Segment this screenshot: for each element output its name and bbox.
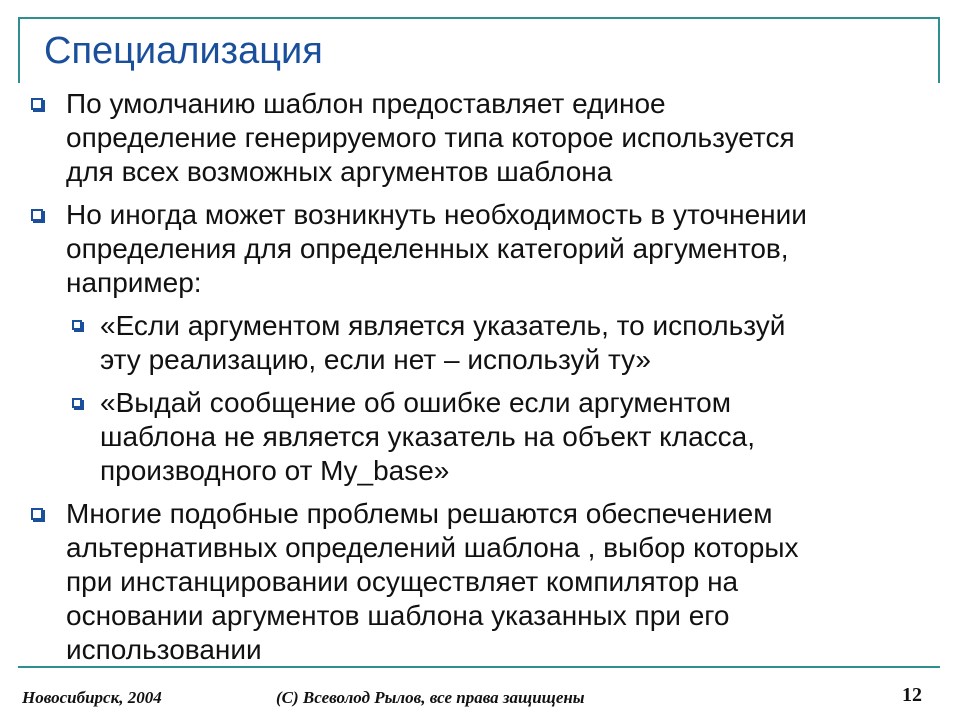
- sub-bullet-item-2: [100, 386, 910, 488]
- bullet-text: Но иногда может возникнуть необходимость в уточнении определения для определенных категорий аргументов, например:: [66, 199, 807, 298]
- sub-bullet-item-1: [100, 309, 910, 377]
- bullet-square-icon: [31, 98, 43, 110]
- bullet-item-2: [66, 198, 926, 300]
- bullet-square-icon: [31, 209, 43, 221]
- bullet-text: «Выдай сообщение об ошибке если аргументом шаблона не является указатель на объект класса, производного от My_base»: [100, 387, 755, 486]
- bullet-text: По умолчанию шаблон предоставляет единое определение генерируемого типа которое используется для всех возможных аргументов шаблона: [66, 88, 795, 187]
- bullet-text: Многие подобные проблемы решаются обеспечением альтернативных определений шаблона , выбор которых при инстанцировании осуществляет компилятор на основании аргументов шаблона указанных при его использовании: [66, 498, 799, 665]
- slide-title: Специализация: [44, 30, 323, 72]
- page-number: 12: [902, 684, 922, 706]
- footer-location: Новосибирск, 2004: [22, 688, 162, 707]
- sub-bullet-square-icon: [72, 398, 82, 408]
- bullet-text: «Если аргументом является указатель, то используй эту реализацию, если нет – используй ту»: [100, 310, 786, 375]
- bullet-item-1: [66, 87, 926, 189]
- bullet-square-icon: [31, 508, 43, 520]
- bullet-item-3: [66, 497, 926, 667]
- footer-copyright: (C) Всеволод Рылов, все права защищены: [276, 688, 585, 707]
- sub-bullet-square-icon: [72, 320, 82, 330]
